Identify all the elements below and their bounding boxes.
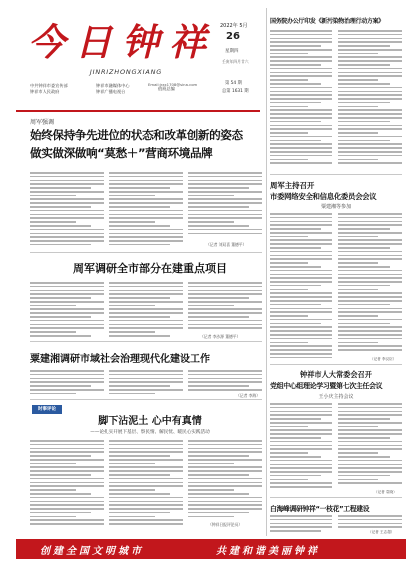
sidebar-article1-body-b (338, 30, 402, 170)
issue-number: 第 54 期 (225, 81, 242, 86)
sponsor-line2: 钟祥市人民政府 (30, 89, 60, 94)
second-body-col3 (188, 282, 262, 332)
lead-kicker: 周军强调 (30, 119, 55, 126)
sidebar-article3-title2: 党组中心组理论学习暨第七次主任会议 (270, 382, 383, 390)
sidebar-article3-body-b (338, 403, 402, 487)
section-divider-2 (30, 341, 262, 342)
masthead-title: 今日钟祥 (28, 20, 216, 64)
sidebar-article4-byline: （记者 王志超） (368, 530, 395, 534)
date-year-month: 2022年 5月 (220, 23, 248, 29)
sidebar-article3-body-a (270, 403, 332, 493)
sidebar-article2-sub: 粟建湘等参加 (320, 204, 351, 210)
sidebar-article2-title2: 市委网络安全和信息化委员会会议 (270, 192, 377, 201)
lead-body-col1 (30, 172, 104, 250)
sidebar-article2-body-a (270, 213, 332, 363)
footer-banner-right: 共建和谐美丽钟祥 (216, 546, 320, 557)
sidebar-article4-title: 白海峰调研钟祥“一枝花”工程建设 (270, 505, 370, 513)
commentary-body-col3 (188, 440, 262, 520)
section-divider-3 (30, 399, 262, 400)
sidebar-divider-1 (270, 174, 402, 175)
lunar-date: 壬寅年四月廿六 (222, 59, 249, 64)
sidebar-article1-title: 国务院办公厅印发《新污染物治理行动方案》 (270, 18, 385, 25)
commentary-body-col1 (30, 440, 104, 528)
masthead-pinyin: JINRIZHONGXIANG (89, 68, 163, 76)
sidebar-article4-body-a (270, 515, 332, 535)
footer-banner (16, 539, 406, 559)
column-divider (266, 8, 267, 536)
second-headline: 周军调研全市部分在建重点项目 (73, 262, 227, 275)
masthead-email: Email:jrzx1708@sina.com (148, 82, 198, 87)
commentary-byline: （钟祥日报评论员） (208, 522, 243, 527)
third-body-col2 (109, 370, 183, 396)
sidebar-divider-2 (270, 364, 402, 365)
publisher-line2: 钟祥广播电视台 (96, 89, 126, 94)
publisher-line1: 钟祥市融媒体中心 (96, 83, 130, 88)
sidebar-divider-3 (270, 497, 402, 498)
weekday: 星期四 (225, 49, 239, 54)
third-headline: 粟建湘调研市域社会治理现代化建设工作 (30, 354, 210, 365)
sidebar-article2-byline: （记者 李汉臣） (370, 357, 397, 361)
section-divider-1 (30, 252, 262, 253)
commentary-body-col2 (109, 440, 183, 528)
masthead-sponsor (30, 83, 90, 103)
date-block (220, 8, 260, 106)
second-byline: （记者 李沙源 董德平） (200, 334, 241, 339)
date-day: 26 (226, 31, 240, 42)
sidebar-article1-body-a (270, 30, 332, 170)
masthead-publisher (96, 83, 156, 103)
footer-banner-left: 创建全国文明城市 (40, 546, 144, 557)
sidebar-article2-body-b (338, 213, 402, 355)
third-body-col3 (188, 370, 262, 392)
masthead-editor: 值班总编 (158, 86, 175, 91)
lead-body-col3 (188, 172, 262, 240)
sidebar-article2-title1: 周军主持召开 (270, 181, 315, 190)
sidebar-article3-title1: 钟祥市人大常委会召开 (300, 370, 372, 379)
second-body-col2 (109, 282, 183, 340)
commentary-title: 脚下沾泥土 心中有真情 (98, 416, 202, 427)
commentary-tag: 时事评论 (32, 405, 62, 414)
lead-byline: （记者 刘双喜 董德平） (206, 242, 247, 247)
sidebar-article3-byline: （记者 袁晓） (374, 490, 397, 494)
sponsor-line1: 中共钟祥市委宣传部 (30, 83, 68, 88)
commentary-subtitle: ——论扎实开展下基层、察民情、解民忧、暖民心实践活动 (90, 430, 210, 435)
sidebar-article4-body-b (338, 515, 402, 529)
third-byline: （记者 李海） (236, 393, 260, 398)
second-body-col1 (30, 282, 104, 340)
total-issue-number: 总第 1631 期 (222, 89, 249, 94)
masthead-divider (16, 110, 260, 112)
lead-headline-line2: 做实做深做响“莫愁＋”营商环境品牌 (30, 146, 213, 160)
third-body-col1 (30, 370, 104, 396)
lead-headline-line1: 始终保持争先进位的状态和改革创新的姿态 (30, 128, 243, 142)
sidebar-article3-sub: 王小庆主持会议 (318, 394, 354, 400)
lead-body-col2 (109, 172, 183, 250)
